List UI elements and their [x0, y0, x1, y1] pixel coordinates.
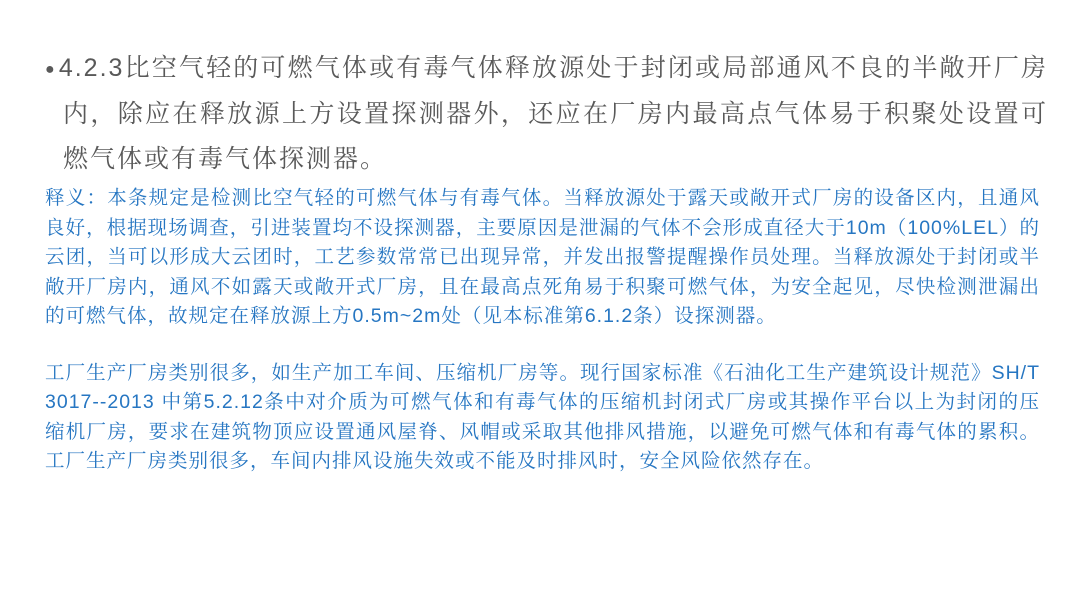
clause-heading-text: 4.2.3比空气轻的可燃气体或有毒气体释放源处于封闭或局部通风不良的半敞开厂房内，除应在释放源上方设置探测器外，还应在厂房内最高点气体易于积聚处设置可燃气体或有毒气体探测器。: [58, 54, 1048, 173]
bullet-icon: ●: [45, 61, 55, 78]
clause-heading: [45, 46, 1048, 182]
paragraph-factory-buildings: 工厂生产厂房类别很多，如生产加工车间、压缩机厂房等。现行国家标准《石油化工生产建筑设计规范》SH/T 3017--2013 中第5.2.12条中对介质为可燃气体和有毒气体的压缩机封闭式厂房或其操作平台以上为封闭的压缩机厂房，要求在建筑物顶应设置通风屋脊、风帽或采取其他排风措施，以避免可燃气体和有毒气体的累积。工厂生产厂房类别很多，车间内排风设施失效或不能及时排风时，安全风险依然存在。: [45, 361, 1040, 472]
body-text-block: [45, 184, 1040, 477]
paragraph-interpretation: 释义：本条规定是检测比空气轻的可燃气体与有毒气体。当释放源处于露天或敞开式厂房的设备区内，且通风良好，根据现场调查，引进装置均不设探测器，主要原因是泄漏的气体不会形成直径大于10m（100%LEL）的云团，当可以形成大云团时，工艺参数常常已出现异常，并发出报警提醒操作员处理。当释放源处于封闭或半敞开厂房内，通风不如露天或敞开式厂房，且在最高点死角易于积聚可燃气体，为安全起见，尽快检测泄漏出的可燃气体，故规定在释放源上方0.5m~2m处（见本标准第6.1.2条）设探测器。: [45, 187, 1040, 327]
